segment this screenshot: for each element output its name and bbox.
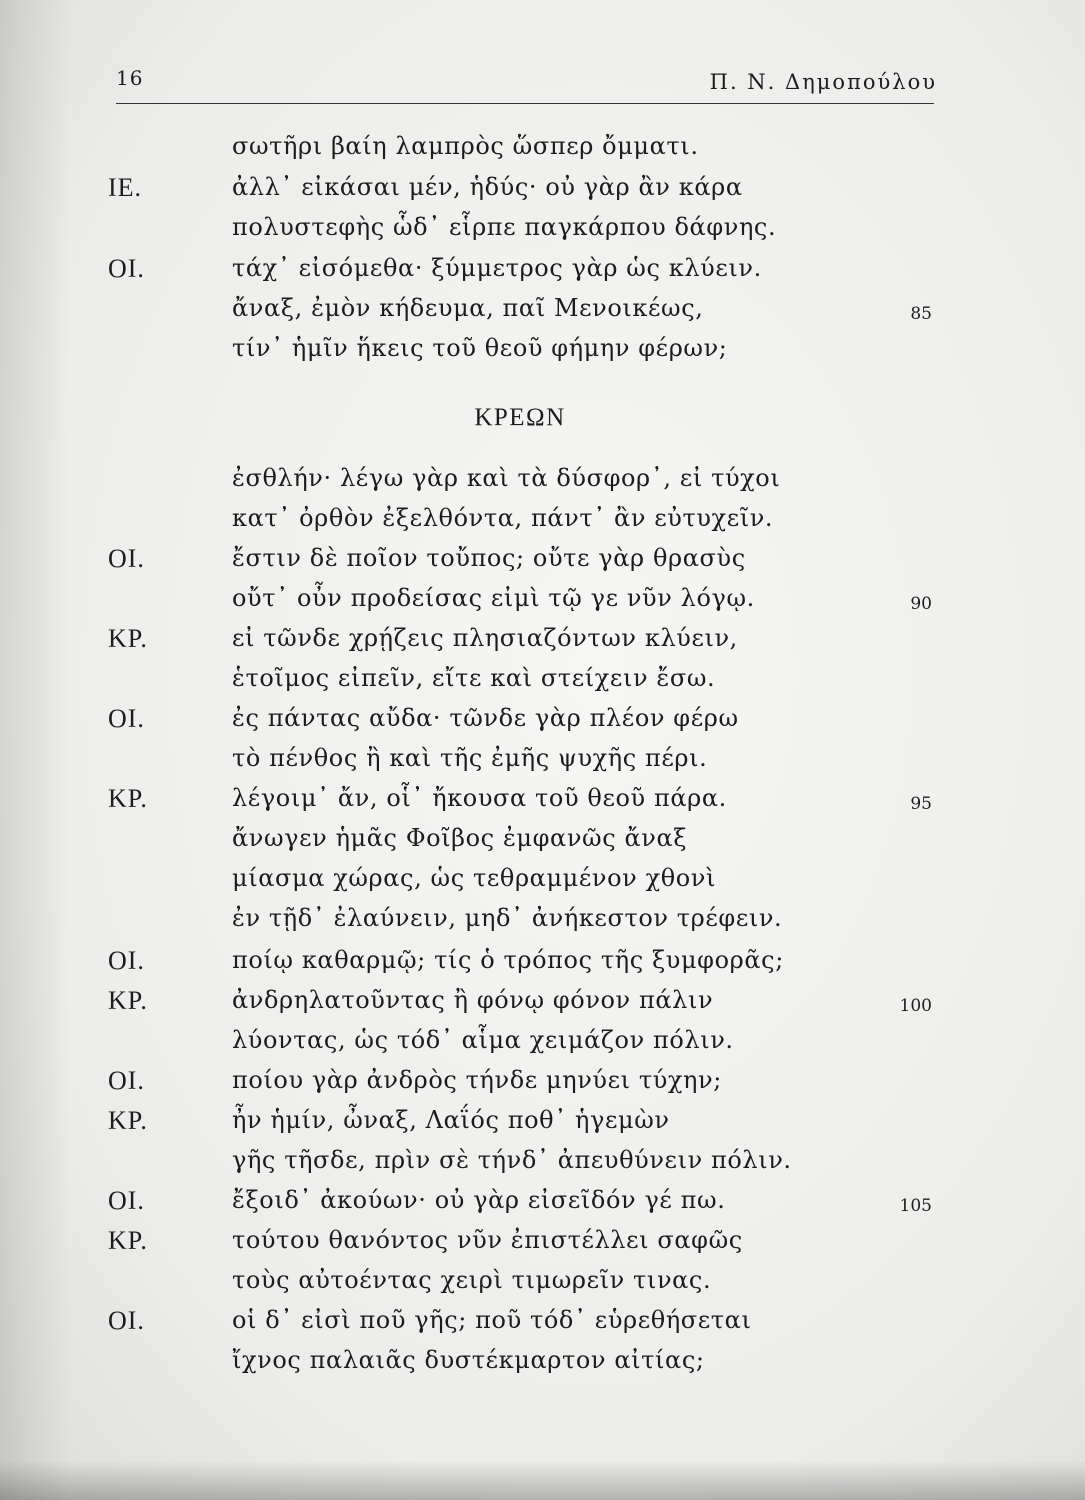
verse-line: [0, 1146, 1085, 1186]
verse-line: [0, 1306, 1085, 1346]
verse-line: [0, 1066, 1085, 1106]
verse-text: τὸ πένθος ἢ καὶ τῆς ἐμῆς ψυχῆς πέρι.: [232, 744, 708, 772]
verse-line: [0, 1346, 1085, 1386]
verse-text: τούτου θανόντος νῦν ἐπιστέλλει σαφῶς: [232, 1226, 743, 1254]
verse-line: [0, 1226, 1085, 1266]
verse-line: [0, 173, 1085, 213]
verse-text: ἦν ἡμίν, ὦναξ, Λαΐός ποθ᾽ ἡγεμὼν: [232, 1106, 670, 1134]
verse-text: ἀνδρηλατοῦντας ἢ φόνῳ φόνον πάλιν: [232, 986, 714, 1014]
verse-text: σωτῆρι βαίη λαμπρὸς ὥσπερ ὄμματι.: [232, 132, 699, 160]
verse-line: [0, 986, 1085, 1026]
verse-text: ἴχνος παλαιᾶς δυστέκμαρτον αἰτίας;: [232, 1346, 705, 1374]
line-number: 95: [910, 794, 932, 814]
verse-text: ἔξοιδ᾽ ἀκούων· οὐ γὰρ εἰσεῖδόν γέ πω.: [232, 1186, 726, 1214]
verse-text: οὔτ᾽ οὖν προδείσας εἰμὶ τῷ γε νῦν λόγῳ.: [232, 584, 755, 612]
verse-text: εἰ τῶνδε χρῄζεις πλησιαζόντων κλύειν,: [232, 624, 738, 652]
verse-text: ἑτοῖμος εἰπεῖν, εἴτε καὶ στείχειν ἔσω.: [232, 664, 716, 692]
speaker-label: ΟΙ.: [108, 704, 145, 733]
verse-line: [0, 664, 1085, 704]
speaker-label: ΟΙ.: [108, 254, 145, 283]
verse-line: [0, 294, 1085, 334]
line-number: 90: [910, 594, 932, 614]
speaker-label: ΚΡ.: [108, 784, 148, 813]
verse-line: [0, 254, 1085, 294]
line-number: 105: [899, 1196, 932, 1216]
speaker-label: ΟΙ.: [108, 946, 145, 975]
verse-text: ἐς πάντας αὔδα· τῶνδε γὰρ πλέον φέρω: [232, 704, 739, 732]
verse-line: [0, 213, 1085, 253]
speaker-label: ΙΕ.: [108, 173, 143, 202]
verse-line: [0, 504, 1085, 544]
speaker-label: ΟΙ.: [108, 544, 145, 573]
verse-line: [0, 824, 1085, 864]
verse-text: ἄνωγεν ἡμᾶς Φοῖβος ἐμφανῶς ἄναξ: [232, 824, 688, 852]
speaker-heading: ΚΡΕΩΝ: [474, 404, 566, 431]
verse-line: [0, 904, 1085, 944]
verse-line: [0, 624, 1085, 664]
verse-text: ἀλλ᾽ εἰκάσαι μέν, ἡδύς· οὐ γὰρ ἂν κάρα: [232, 173, 743, 201]
verse-line: [0, 704, 1085, 744]
verse-line: [0, 1106, 1085, 1146]
speaker-label: ΚΡ.: [108, 1106, 148, 1135]
verse-text: ποίου γὰρ ἀνδρὸς τήνδε μηνύει τύχην;: [232, 1066, 722, 1094]
verse-text: οἱ δ᾽ εἰσὶ ποῦ γῆς; ποῦ τόδ᾽ εὑρεθήσεται: [232, 1306, 752, 1334]
verse-text: ἐσθλήν· λέγω γὰρ καὶ τὰ δύσφορ᾽, εἰ τύχοι: [232, 464, 781, 492]
verse-text: τοὺς αὐτοέντας χειρὶ τιμωρεῖν τινας.: [232, 1266, 712, 1294]
bottom-edge-shadow: [0, 1460, 1085, 1500]
speaker-label: ΚΡ.: [108, 986, 148, 1015]
verse-text: γῆς τῆσδε, πρὶν σὲ τήνδ᾽ ἀπευθύνειν πόλιν.: [232, 1146, 792, 1174]
verse-line: [0, 946, 1085, 986]
verse-text: κατ᾽ ὀρθὸν ἐξελθόντα, πάντ᾽ ἂν εὐτυχεῖν.: [232, 504, 774, 532]
line-number: 85: [910, 304, 932, 324]
verse-text: λέγοιμ᾽ ἄν, οἷ᾽ ἤκουσα τοῦ θεοῦ πάρα.: [232, 784, 727, 812]
verse-line: [0, 464, 1085, 504]
verse-text: τάχ᾽ εἰσόμεθα· ξύμμετρος γὰρ ὡς κλύειν.: [232, 254, 762, 282]
speaker-label: ΟΙ.: [108, 1306, 145, 1335]
verse-text: ἄναξ, ἐμὸν κήδευμα, παῖ Μενοικέως,: [232, 294, 704, 322]
speaker-label: ΟΙ.: [108, 1066, 145, 1095]
speaker-label: ΚΡ.: [108, 624, 148, 653]
verse-line: [0, 584, 1085, 624]
page-number: 16: [116, 66, 144, 90]
verse-text: ποίῳ καθαρμῷ; τίς ὁ τρόπος τῆς ξυμφορᾶς;: [232, 946, 784, 974]
verse-text: τίν᾽ ἡμῖν ἥκεις τοῦ θεοῦ φήμην φέρων;: [232, 334, 728, 362]
verse-line: [0, 744, 1085, 784]
running-head: Π. Ν. Δημοπούλου: [709, 70, 937, 94]
verse-line: [0, 544, 1085, 584]
verse-text: μίασμα χώρας, ὡς τεθραμμένον χθονὶ: [232, 864, 717, 892]
line-number: 100: [899, 996, 932, 1016]
verse-line: [0, 784, 1085, 824]
speaker-label: ΟΙ.: [108, 1186, 145, 1215]
verse-text: ἐν τῇδ᾽ ἐλαύνειν, μηδ᾽ ἀνήκεστον τρέφειν.: [232, 904, 783, 932]
verse-line: [0, 1026, 1085, 1066]
verse-line: [0, 132, 1085, 172]
speaker-label: ΚΡ.: [108, 1226, 148, 1255]
header-rule: [116, 103, 934, 104]
verse-line: [0, 334, 1085, 374]
verse-line: [0, 1186, 1085, 1226]
verse-line: [0, 1266, 1085, 1306]
verse-text: ἔστιν δὲ ποῖον τοὔπος; οὔτε γὰρ θρασὺς: [232, 544, 746, 572]
verse-line: [0, 864, 1085, 904]
verse-text: λύοντας, ὡς τόδ᾽ αἷμα χειμάζον πόλιν.: [232, 1026, 734, 1054]
verse-text: πολυστεφὴς ὧδ᾽ εἷρπε παγκάρπου δάφνης.: [232, 213, 777, 241]
